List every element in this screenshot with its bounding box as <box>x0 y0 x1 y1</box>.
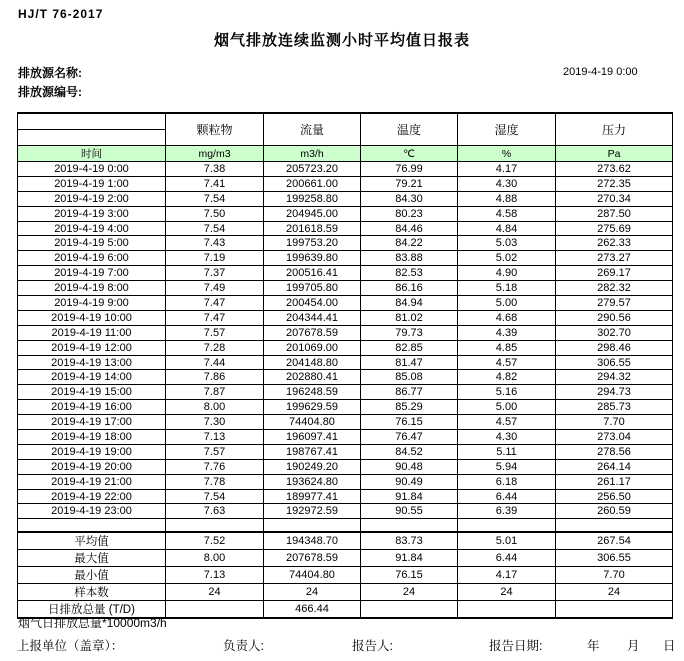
value-cell: 83.73 <box>361 532 458 550</box>
value-cell: 4.90 <box>458 266 556 281</box>
value-cell: 7.52 <box>166 532 264 550</box>
row-label-cell: 2019-4-19 15:00 <box>18 385 166 400</box>
signature-line <box>0 636 684 654</box>
value-cell: 264.14 <box>556 459 673 474</box>
value-cell: 4.30 <box>458 430 556 445</box>
row-label-cell <box>18 519 166 533</box>
row-label-cell: 2019-4-19 17:00 <box>18 415 166 430</box>
value-cell: 273.04 <box>556 430 673 445</box>
unit-cell: ℃ <box>361 146 458 162</box>
value-cell: 7.19 <box>166 251 264 266</box>
value-cell: 202880.41 <box>264 370 361 385</box>
value-cell: 194348.70 <box>264 532 361 550</box>
value-cell: 200516.41 <box>264 266 361 281</box>
value-cell: 81.47 <box>361 355 458 370</box>
row-label-cell: 2019-4-19 3:00 <box>18 206 166 221</box>
value-cell: 24 <box>458 584 556 601</box>
value-cell: 298.46 <box>556 340 673 355</box>
value-cell: 4.57 <box>458 355 556 370</box>
column-header-temperature: 温度 <box>361 113 458 146</box>
value-cell: 200661.00 <box>264 176 361 191</box>
row-label-cell: 2019-4-19 6:00 <box>18 251 166 266</box>
value-cell: 4.58 <box>458 206 556 221</box>
row-label-cell: 日排放总量 (T/D) <box>18 601 166 619</box>
time-header-cell: 时间 <box>18 146 166 162</box>
value-cell: 6.44 <box>458 550 556 567</box>
report-datetime: 2019-4-19 0:00 <box>563 66 638 78</box>
value-cell: 5.18 <box>458 281 556 296</box>
value-cell: 7.54 <box>166 191 264 206</box>
value-cell: 7.44 <box>166 355 264 370</box>
table-row <box>18 474 673 489</box>
value-cell: 198767.41 <box>264 444 361 459</box>
value-cell: 7.41 <box>166 176 264 191</box>
column-header-humidity: 湿度 <box>458 113 556 146</box>
value-cell: 4.84 <box>458 221 556 236</box>
value-cell: 7.70 <box>556 567 673 584</box>
value-cell: 285.73 <box>556 400 673 415</box>
value-cell: 205723.20 <box>264 162 361 177</box>
unit-row <box>18 146 673 162</box>
row-label-cell: 2019-4-19 18:00 <box>18 430 166 445</box>
value-cell: 7.13 <box>166 567 264 584</box>
value-cell: 7.13 <box>166 430 264 445</box>
value-cell: 275.69 <box>556 221 673 236</box>
value-cell: 6.39 <box>458 504 556 519</box>
reporter-label: 报告人: <box>352 639 393 653</box>
value-cell: 261.17 <box>556 474 673 489</box>
month-label: 月 <box>627 639 640 653</box>
value-cell: 8.00 <box>166 550 264 567</box>
summary-row <box>18 567 673 584</box>
table-row <box>18 266 673 281</box>
value-cell: 7.37 <box>166 266 264 281</box>
value-cell: 306.55 <box>556 550 673 567</box>
value-cell: 5.16 <box>458 385 556 400</box>
value-cell: 7.30 <box>166 415 264 430</box>
table-row <box>18 296 673 311</box>
value-cell: 282.32 <box>556 281 673 296</box>
column-header-particulate: 颗粒物 <box>166 113 264 146</box>
row-label-cell: 2019-4-19 2:00 <box>18 191 166 206</box>
value-cell: 4.85 <box>458 340 556 355</box>
value-cell: 74404.80 <box>264 415 361 430</box>
value-cell: 85.08 <box>361 370 458 385</box>
table-row <box>18 281 673 296</box>
value-cell: 207678.59 <box>264 325 361 340</box>
value-cell: 7.54 <box>166 221 264 236</box>
day-label: 日 <box>663 639 676 653</box>
table-row <box>18 206 673 221</box>
row-label-cell: 2019-4-19 16:00 <box>18 400 166 415</box>
value-cell <box>361 519 458 533</box>
page-title: 烟气排放连续监测小时平均值日报表 <box>213 32 470 49</box>
column-header-flow: 流量 <box>264 113 361 146</box>
value-cell: 85.29 <box>361 400 458 415</box>
value-cell: 24 <box>361 584 458 601</box>
value-cell: 256.50 <box>556 489 673 504</box>
table-row <box>18 325 673 340</box>
value-cell: 74404.80 <box>264 567 361 584</box>
value-cell: 4.30 <box>458 176 556 191</box>
value-cell: 76.15 <box>361 415 458 430</box>
table-row <box>18 251 673 266</box>
summary-row <box>18 550 673 567</box>
value-cell: 204148.80 <box>264 355 361 370</box>
table-row <box>18 444 673 459</box>
value-cell: 6.18 <box>458 474 556 489</box>
value-cell: 302.70 <box>556 325 673 340</box>
table-row <box>18 310 673 325</box>
value-cell: 199705.80 <box>264 281 361 296</box>
row-label-cell: 2019-4-19 13:00 <box>18 355 166 370</box>
unit-cell: % <box>458 146 556 162</box>
table-row <box>18 162 673 177</box>
table-row <box>18 400 673 415</box>
year-label: 年 <box>587 639 600 653</box>
value-cell: 80.23 <box>361 206 458 221</box>
value-cell: 24 <box>264 584 361 601</box>
value-cell: 7.43 <box>166 236 264 251</box>
value-cell: 201618.59 <box>264 221 361 236</box>
row-label-cell: 2019-4-19 1:00 <box>18 176 166 191</box>
value-cell <box>361 601 458 619</box>
value-cell: 273.27 <box>556 251 673 266</box>
value-cell: 269.17 <box>556 266 673 281</box>
value-cell: 76.15 <box>361 567 458 584</box>
value-cell: 83.88 <box>361 251 458 266</box>
value-cell: 466.44 <box>264 601 361 619</box>
header-blank-bottom <box>18 130 166 146</box>
value-cell: 193624.80 <box>264 474 361 489</box>
value-cell: 290.56 <box>556 310 673 325</box>
row-label-cell: 2019-4-19 21:00 <box>18 474 166 489</box>
table-row <box>18 355 673 370</box>
value-cell: 6.44 <box>458 489 556 504</box>
responsible-label: 负责人: <box>223 639 264 653</box>
value-cell: 294.32 <box>556 370 673 385</box>
header-blank-top <box>18 113 166 130</box>
value-cell <box>166 519 264 533</box>
value-cell: 294.73 <box>556 385 673 400</box>
value-cell: 7.57 <box>166 444 264 459</box>
value-cell: 90.49 <box>361 474 458 489</box>
value-cell: 278.56 <box>556 444 673 459</box>
value-cell: 5.03 <box>458 236 556 251</box>
value-cell: 267.54 <box>556 532 673 550</box>
value-cell: 7.47 <box>166 310 264 325</box>
value-cell: 76.47 <box>361 430 458 445</box>
value-cell: 4.88 <box>458 191 556 206</box>
value-cell: 7.86 <box>166 370 264 385</box>
value-cell: 7.57 <box>166 325 264 340</box>
row-label-cell: 2019-4-19 8:00 <box>18 281 166 296</box>
row-label-cell: 2019-4-19 4:00 <box>18 221 166 236</box>
value-cell: 7.78 <box>166 474 264 489</box>
table-body <box>18 162 673 619</box>
value-cell: 262.33 <box>556 236 673 251</box>
value-cell: 7.76 <box>166 459 264 474</box>
value-cell: 82.53 <box>361 266 458 281</box>
hourly-average-table <box>17 112 673 619</box>
value-cell: 7.38 <box>166 162 264 177</box>
value-cell: 8.00 <box>166 400 264 415</box>
table-row <box>18 430 673 445</box>
table-header-row-top <box>18 113 673 130</box>
value-cell: 4.39 <box>458 325 556 340</box>
value-cell: 79.73 <box>361 325 458 340</box>
value-cell <box>458 601 556 619</box>
value-cell: 79.21 <box>361 176 458 191</box>
unit-cell: Pa <box>556 146 673 162</box>
unit-cell: mg/m3 <box>166 146 264 162</box>
row-label-cell: 2019-4-19 14:00 <box>18 370 166 385</box>
value-cell: 200454.00 <box>264 296 361 311</box>
value-cell: 192972.59 <box>264 504 361 519</box>
value-cell: 199629.59 <box>264 400 361 415</box>
value-cell: 76.99 <box>361 162 458 177</box>
value-cell: 7.28 <box>166 340 264 355</box>
table-row <box>18 191 673 206</box>
value-cell: 5.00 <box>458 296 556 311</box>
value-cell: 5.00 <box>458 400 556 415</box>
value-cell: 84.46 <box>361 221 458 236</box>
table-row <box>18 221 673 236</box>
value-cell: 86.77 <box>361 385 458 400</box>
value-cell: 82.85 <box>361 340 458 355</box>
value-cell: 207678.59 <box>264 550 361 567</box>
value-cell: 4.17 <box>458 162 556 177</box>
value-cell <box>264 519 361 533</box>
value-cell: 91.84 <box>361 550 458 567</box>
value-cell: 199639.80 <box>264 251 361 266</box>
source-id-label: 排放源编号: <box>18 85 82 99</box>
value-cell: 273.62 <box>556 162 673 177</box>
row-label-cell: 2019-4-19 9:00 <box>18 296 166 311</box>
row-label-cell: 2019-4-19 23:00 <box>18 504 166 519</box>
value-cell: 7.49 <box>166 281 264 296</box>
table-row <box>18 504 673 519</box>
row-label-cell: 2019-4-19 19:00 <box>18 444 166 459</box>
row-label-cell: 2019-4-19 5:00 <box>18 236 166 251</box>
value-cell: 201069.00 <box>264 340 361 355</box>
value-cell: 260.59 <box>556 504 673 519</box>
table-row <box>18 370 673 385</box>
row-label-cell: 2019-4-19 0:00 <box>18 162 166 177</box>
source-name-label: 排放源名称: <box>18 66 82 80</box>
value-cell: 84.52 <box>361 444 458 459</box>
value-cell: 91.84 <box>361 489 458 504</box>
value-cell: 287.50 <box>556 206 673 221</box>
row-label-cell: 2019-4-19 12:00 <box>18 340 166 355</box>
row-label-cell: 2019-4-19 10:00 <box>18 310 166 325</box>
value-cell: 90.55 <box>361 504 458 519</box>
value-cell: 84.94 <box>361 296 458 311</box>
value-cell: 24 <box>556 584 673 601</box>
spacer-row <box>18 519 673 533</box>
summary-row <box>18 584 673 601</box>
value-cell: 199258.80 <box>264 191 361 206</box>
table-row <box>18 385 673 400</box>
report-date-label: 报告日期: <box>489 639 543 653</box>
value-cell: 84.30 <box>361 191 458 206</box>
value-cell <box>556 519 673 533</box>
column-header-pressure: 压力 <box>556 113 673 146</box>
value-cell: 7.70 <box>556 415 673 430</box>
row-label-cell: 2019-4-19 7:00 <box>18 266 166 281</box>
value-cell: 4.17 <box>458 567 556 584</box>
unit-cell: m3/h <box>264 146 361 162</box>
table-row <box>18 489 673 504</box>
value-cell: 84.22 <box>361 236 458 251</box>
value-cell: 7.54 <box>166 489 264 504</box>
value-cell: 199753.20 <box>264 236 361 251</box>
value-cell: 7.63 <box>166 504 264 519</box>
row-label-cell: 样本数 <box>18 584 166 601</box>
value-cell: 279.57 <box>556 296 673 311</box>
table-row <box>18 459 673 474</box>
row-label-cell: 2019-4-19 20:00 <box>18 459 166 474</box>
value-cell: 196248.59 <box>264 385 361 400</box>
value-cell: 5.01 <box>458 532 556 550</box>
value-cell: 24 <box>166 584 264 601</box>
row-label-cell: 2019-4-19 11:00 <box>18 325 166 340</box>
value-cell: 196097.41 <box>264 430 361 445</box>
value-cell: 4.57 <box>458 415 556 430</box>
value-cell: 5.94 <box>458 459 556 474</box>
row-label-cell: 最大值 <box>18 550 166 567</box>
value-cell: 7.47 <box>166 296 264 311</box>
value-cell: 190249.20 <box>264 459 361 474</box>
value-cell <box>556 601 673 619</box>
value-cell: 86.16 <box>361 281 458 296</box>
value-cell <box>166 601 264 619</box>
value-cell: 5.02 <box>458 251 556 266</box>
table-row <box>18 415 673 430</box>
value-cell: 7.50 <box>166 206 264 221</box>
report-unit-label: 上报单位（盖章）： <box>17 639 124 653</box>
row-label-cell: 2019-4-19 22:00 <box>18 489 166 504</box>
total-emission-note: 烟气日排放总量*10000m3/h <box>18 616 167 630</box>
value-cell <box>458 519 556 533</box>
table-row <box>18 236 673 251</box>
value-cell: 5.11 <box>458 444 556 459</box>
table-row <box>18 340 673 355</box>
value-cell: 306.55 <box>556 355 673 370</box>
summary-row <box>18 532 673 550</box>
table-row <box>18 176 673 191</box>
value-cell: 81.02 <box>361 310 458 325</box>
doc-code: HJ/T 76-2017 <box>18 7 104 21</box>
value-cell: 204945.00 <box>264 206 361 221</box>
value-cell: 189977.41 <box>264 489 361 504</box>
value-cell: 4.68 <box>458 310 556 325</box>
row-label-cell: 平均值 <box>18 532 166 550</box>
row-label-cell: 最小值 <box>18 567 166 584</box>
value-cell: 90.48 <box>361 459 458 474</box>
value-cell: 270.34 <box>556 191 673 206</box>
value-cell: 7.87 <box>166 385 264 400</box>
value-cell: 4.82 <box>458 370 556 385</box>
value-cell: 204344.41 <box>264 310 361 325</box>
value-cell: 272.35 <box>556 176 673 191</box>
